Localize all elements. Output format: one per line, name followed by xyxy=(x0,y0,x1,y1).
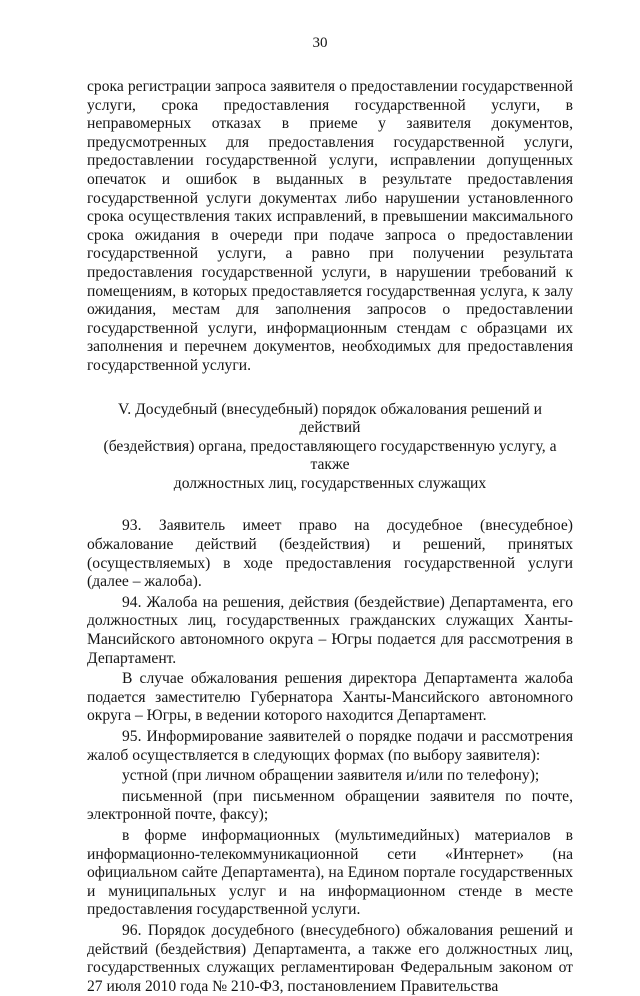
document-body xyxy=(87,78,573,996)
section-heading-line: V. Досудебный (внесудебный) порядок обжалования решений и действий xyxy=(118,400,542,437)
page-number: 30 xyxy=(312,35,328,51)
paragraph-94-appeal: В случае обжалования решения директора Департамента жалоба подается заместителю Губернатора Ханты-Мансийского автономного округа – Югры, в ведении которого находится Департамент. xyxy=(87,670,573,725)
paragraph-93: 93. Заявитель имеет право на досудебное (внесудебное) обжалование действий (бездействия) и решений, принятых (осуществляемых) в ходе предоставления государственной услуги (далее – жалоба). xyxy=(87,517,573,591)
paragraph-95-oral: устной (при личном обращении заявителя и/или по телефону); xyxy=(122,767,540,785)
paragraph-95-written: письменной (при письменном обращении заявителя по почте, электронной почте, факсу); xyxy=(87,787,573,824)
paragraph-94: 94. Жалоба на решения, действия (бездействие) Департамента, его должностных лиц, государственных гражданских служащих Ханты-Мансийского автономного округа – Югры подается для рассмотрения в Департамент. xyxy=(87,593,573,667)
paragraph-96: 96. Порядок досудебного (внесудебного) обжалования решений и действий (бездействия) Департамента, а также его должностных лиц, государственных служащих регламентирован Федеральным законом от 27 июля 2010 года № 210-ФЗ, постановлением Правительства xyxy=(87,921,573,995)
paragraph-95-media: в форме информационных (мультимедийных) материалов в информационно-телекоммуникационной сети «Интернет» (на официальном сайте Департамента), на Едином портале государственных и муниципальных услуг и на информационном стенде в месте предоставления государственной услуги. xyxy=(87,826,573,919)
section-heading-line: должностных лиц, государственных служащих xyxy=(173,474,487,492)
section-heading-line: (бездействия) органа, предоставляющего государственную услугу, а также xyxy=(103,437,557,474)
section-heading xyxy=(87,401,573,494)
paragraph-continuation: срока регистрации запроса заявителя о предоставлении государственной услуги, срока предоставления государственной услуги, в неправомерных отказах в приеме у заявителя документов, предусмотренных для предоставления государственной услуги, предоставлении государственной услуги, исправлении допущенных опечаток и ошибок в выданных в результате предоставления государственной услуги документах либо нарушении установленного срока осуществления таких исправлений, в превышении максимального срока ожидания в очереди при подаче запроса о предоставлении государственной услуги, а равно при получении результата предоставления государственной услуги, в нарушении требований к помещениям, в которых предоставляется государственная услуга, к залу ожидания, местам для заполнения запросов о предоставлении государственной услуги, информационным стендам с образцами их заполнения и перечнем документов, необходимых для предоставления государственной услуги. xyxy=(87,78,573,374)
paragraph-95: 95. Информирование заявителей о порядке подачи и рассмотрения жалоб осуществляется в следующих формах (по выбору заявителя): xyxy=(87,728,573,764)
